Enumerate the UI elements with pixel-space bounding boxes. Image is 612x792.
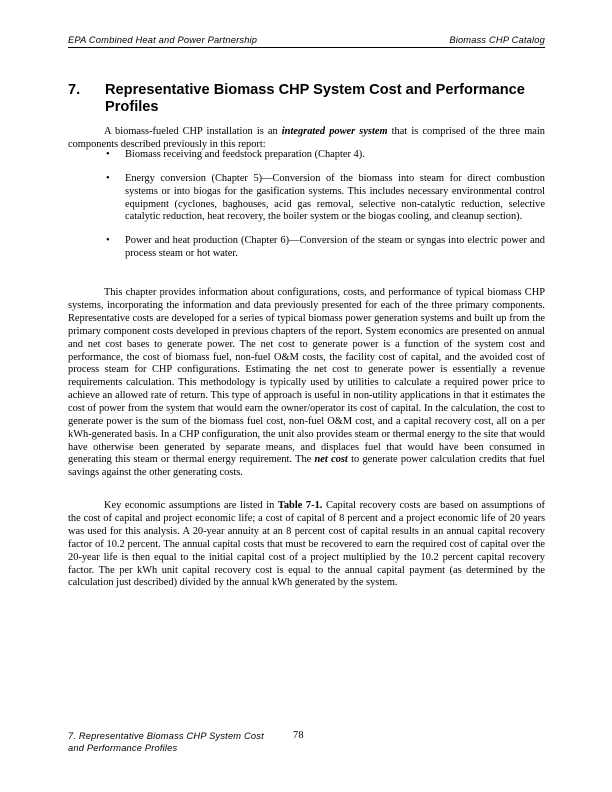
chapter-number: 7. — [68, 81, 81, 98]
key-assumptions-paragraph — [68, 500, 545, 590]
header-left-text: EPA Combined Heat and Power Partnership — [68, 35, 258, 45]
header-right-text: Biomass CHP Catalog — [449, 35, 545, 45]
list-item-label: Power and heat production (Chapter 6)—Conversion of the steam or syngas into electric power and process steam or hot water. — [125, 235, 545, 260]
running-header — [68, 35, 545, 48]
list-item-label: Energy conversion (Chapter 5)—Conversion of the biomass into steam for direct combustion systems or into biogas for the gasification systems. This includes necessary environmental control equipment (cyclones, baghouses, acid gas removal, selective non-catalytic reduction, selective catalytic reduction, heat recovery, the boiler system or the biogas cooling, and cleanup section). — [125, 172, 545, 223]
footer-text-line1: 7. Representative Biomass CHP System Cost — [68, 731, 264, 741]
key-para-part2: Capital recovery costs are based on assumptions of the cost of capital and project economic life; a cost of capital of 8 percent and a project economic life of 20 years was used for this analysis. A 20-year annuity at an 8 percent cost of capital results in an annual capital recovery factor of 10.2 percent. The annual capital costs that must be recovered to earn the required cost of capital over the 20-year life is then equal to the initial capital cost of a project multiplied by the 10.2 percent capital recovery factor. The per kWh unit capital recovery cost is equal to the annual capital payment (as determined by the calculation just described) divided by the annual kWh generated by the system. — [68, 500, 545, 589]
chapter-title-text: Representative Biomass CHP System Cost and Performance Profiles — [105, 81, 525, 116]
chapter-para-part1: This chapter provides information about configurations, costs, and performance of typical biomass CHP systems, incorporating the information and data previously presented for each of the three primary components. Representative costs are developed for a series of typical biomass power generation systems and built up from the primary component costs developed in previous chapters of the report. System economics are presented on annual and net cost bases to generate power. The net cost to generate power is a function of the system cost and performance, the cost of biomass fuel, non-fuel O&M costs, the facility cost of capital, and the avoided cost of process steam for CHP configurations. Estimating the net cost to generate power is essentially a revenue requirements calculation. This methodology is typically used by utilities to calculate a required power price to achieve an allowed rate of return. This type of approach is useful in non-utility applications in that it estimates the cost of power from the system that would earn the owner/operator its cost of capital. In the calculation, the cost to generate power is the sum of the biomass fuel cost, non-fuel O&M cost, and a capital recovery cost, all on a per kWh-generated basis. In a CHP configuration, the unit also provides steam or thermal energy to the site that would have otherwise been generated by separate means, and displaces fuel that would have been consumed in generating this steam or thermal energy requirement. The — [68, 287, 545, 466]
list-item-label: Biomass receiving and feedstock preparation (Chapter 4). — [125, 149, 365, 160]
chapter-overview-paragraph — [68, 287, 545, 480]
intro-text-part2: that is comprised of the three main components described previously in this report: — [68, 126, 545, 151]
footer-text-line2: and Performance Profiles — [68, 743, 178, 754]
running-footer — [68, 730, 545, 754]
bullet-icon: • — [106, 235, 110, 247]
list-item — [68, 235, 545, 261]
bullet-icon: • — [106, 172, 110, 184]
intro-emphasis: integrated power system — [281, 126, 388, 138]
page-title — [68, 82, 538, 117]
main-components-list — [68, 149, 545, 261]
list-item — [68, 173, 545, 224]
intro-text-part1: A biomass-fueled CHP installation is an — [104, 126, 282, 138]
bullet-icon: • — [106, 149, 110, 160]
table-reference: Table 7-1. — [277, 500, 323, 512]
page-number: 78 — [293, 730, 304, 741]
chapter-para-emphasis: net cost — [314, 454, 348, 466]
chapter-para-part2: to generate power calculation credits that fuel savings against the other generating costs. — [68, 454, 545, 479]
key-para-part1: Key economic assumptions are listed in — [104, 500, 278, 512]
list-item — [68, 149, 545, 162]
